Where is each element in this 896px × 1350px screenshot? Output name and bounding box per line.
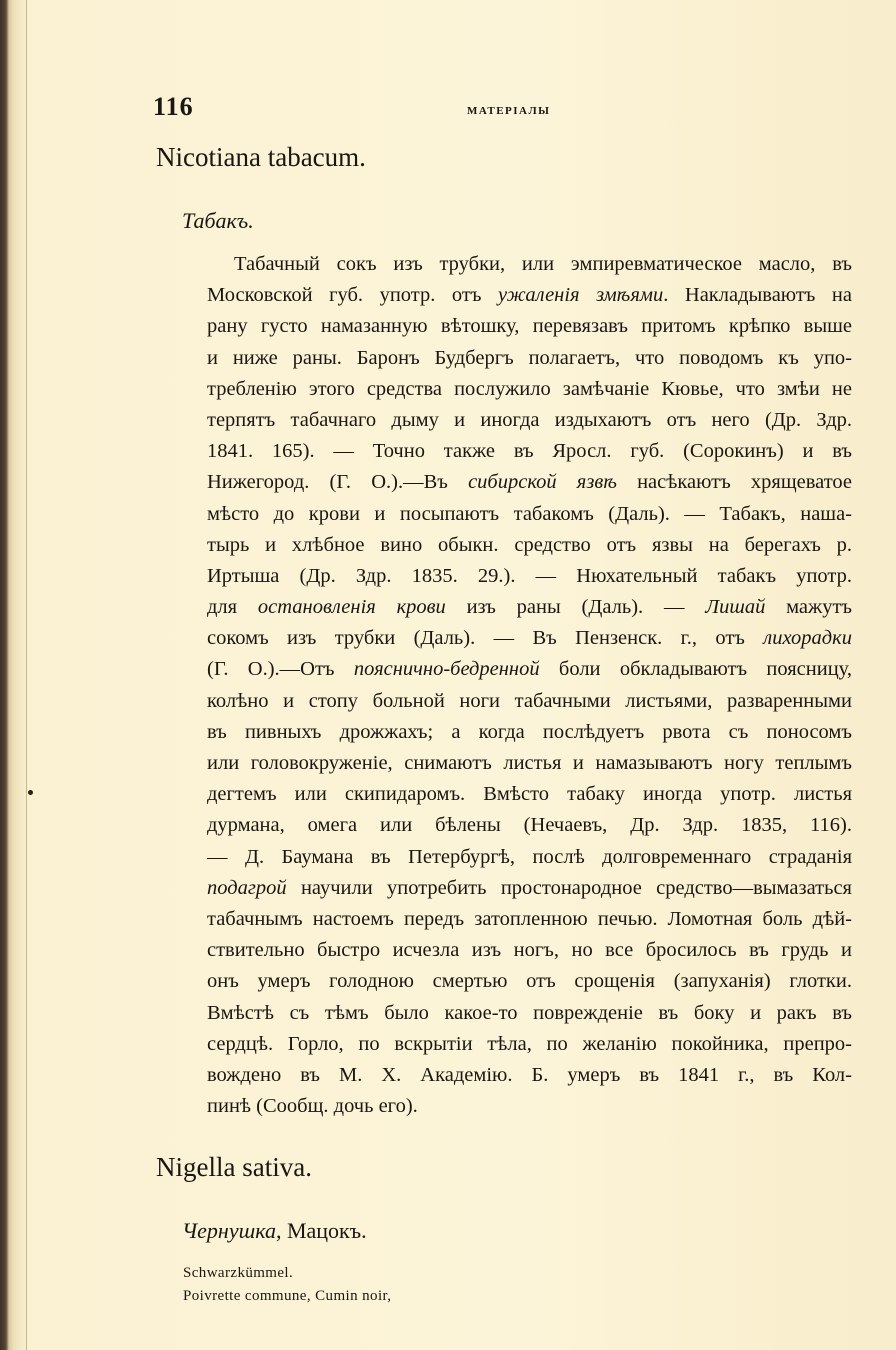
body-line: сердцѣ. Горло, по вскрытіи тѣла, по желанію покойника, препро- — [207, 1032, 852, 1055]
binding-shadow — [26, 0, 27, 1350]
body-line: для остановленія крови изъ раны (Даль). — Лишай мажутъ — [207, 596, 852, 619]
body-line: — Д. Баумана въ Петербургѣ, послѣ долговременнаго страданія — [207, 845, 852, 868]
body-line: требленію этого средства послужило замѣчаніе Кювье, что змѣи не — [207, 377, 852, 400]
body-line: вождено въ М. Х. Академію. Б. умеръ въ 1841 г., въ Кол- — [207, 1063, 852, 1086]
body-line: колѣно и стопу больной ноги табачными листьями, разваренными — [207, 689, 852, 712]
body-line: дегтемъ или скипидаромъ. Вмѣсто табаку иногда употр. листья — [207, 783, 852, 806]
foreign-name-german: Schwarzkümmel. — [183, 1265, 294, 1281]
body-line: пинѣ (Сообщ. дочь его). — [207, 1095, 418, 1118]
body-line: Иртыша (Др. Здр. 1835. 29.). — Нюхательный табакъ употр. — [207, 564, 852, 587]
body-line: Московской губ. употр. отъ ужаленія змѣями. Накладываютъ на — [207, 284, 852, 307]
body-line: Вмѣстѣ съ тѣмъ было какое-то поврежденіе въ боку и ракъ въ — [207, 1001, 852, 1024]
body-line: въ пивныхъ дрожжахъ; а когда послѣдуетъ рвота съ поносомъ — [207, 720, 852, 743]
body-line: дурмана, омега или бѣлены (Нечаевъ, Др. Здр. 1835, 116). — [207, 814, 852, 837]
body-line: подагрой научили употребить простонародное средство—вымазаться — [207, 876, 852, 899]
vernacular-name-matsok: , Мацокъ. — [275, 1218, 367, 1243]
vernacular-names-nigella — [182, 1218, 367, 1244]
vernacular-name-tabak: Табакъ. — [182, 208, 254, 233]
vernacular-name-chernushka: Чернушка — [182, 1218, 276, 1243]
body-line: или головокруженіе, снимаютъ листья и намазываютъ ногу теплымъ — [207, 752, 852, 774]
entry-title-nigella: Nigella sativa. — [156, 1152, 312, 1182]
body-line: сокомъ изъ трубки (Даль). — Въ Пензенск. г., отъ лихорадки — [207, 627, 852, 650]
body-line: табачнымъ настоемъ передъ затопленною печью. Ломотная боль дѣй- — [207, 907, 852, 930]
entry-title-nicotiana: Nicotiana tabacum. — [156, 142, 366, 172]
body-line: онъ умеръ голодною смертью отъ срощенія (запуханія) глотки. — [207, 970, 852, 993]
running-head: МАТЕРІАЛЫ — [467, 105, 551, 117]
ink-speck — [28, 790, 33, 795]
body-line: мѣсто до крови и посыпаютъ табакомъ (Даль). — Табакъ, наша- — [207, 502, 852, 525]
body-line: рану густо намазанную вѣтошку, перевязавъ притомъ крѣпко выше — [207, 315, 852, 338]
body-line: 1841. 165). — Точно также въ Яросл. губ. (Сорокинъ) и въ — [207, 440, 852, 463]
body-line: терпятъ табачнаго дыму и иногда издыхаютъ отъ него (Др. Здр. — [207, 408, 852, 431]
body-line: и ниже раны. Баронъ Будбергъ полагаетъ, что поводомъ къ упо- — [207, 346, 852, 369]
body-line: Табачный сокъ изъ трубки, или эмпиревматическое масло, въ — [234, 253, 852, 275]
body-line: ствительно быстро исчезла изъ ногъ, но все бросилось въ грудь и — [207, 939, 852, 962]
body-line: (Г. О.).—Отъ пояснично-бедренной боли обкладываютъ поясницу, — [207, 658, 852, 681]
entry-body-nicotiana — [207, 249, 852, 1122]
foreign-name-french: Poivrette commune, Cumin noir, — [183, 1288, 392, 1304]
body-line: тырь и хлѣбное вино обыкн. средство отъ язвы на берегахъ р. — [207, 533, 852, 556]
page-number: 116 — [153, 92, 194, 121]
body-line: Нижегород. (Г. О.).—Въ сибирской язвѣ насѣкаютъ хрящеватое — [207, 471, 852, 494]
